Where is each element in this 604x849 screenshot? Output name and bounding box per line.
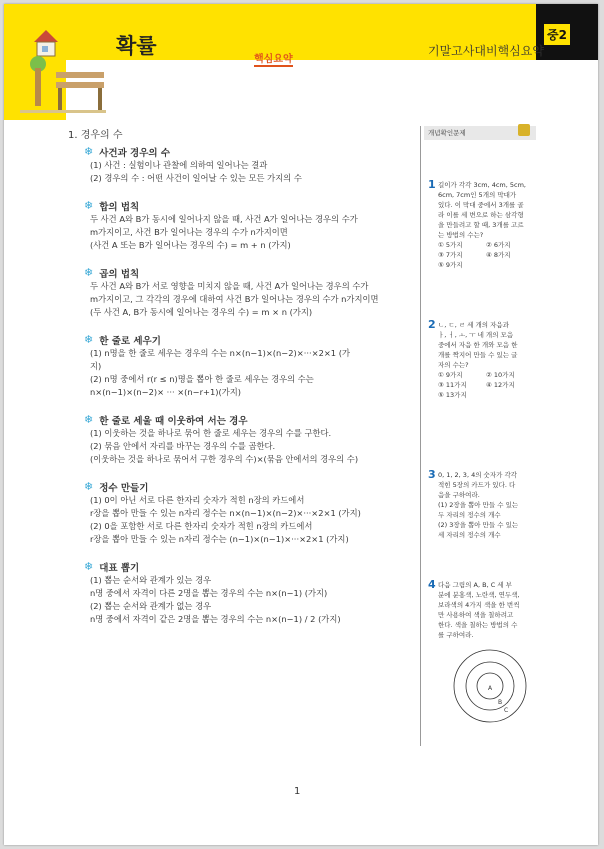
question-text: 중에서 자음 한 개와 모음 한 [438,341,518,349]
side-panel [424,126,536,740]
section-title-text: 사건과 경우의 수 [99,148,171,159]
section-line: r장을 뽑아 만들 수 있는 n자리 정수는 n×(n−1)×(n−2)×···×2×1 (가지) [90,508,361,518]
question-text: 적힌 5장의 카드가 있다. 다 [438,481,516,489]
section-line: n명 중에서 자격이 같은 2명을 뽑는 경우의 수는 n×(n−1) / 2 (가지) [90,614,341,624]
section-title-text: 곱의 법칙 [99,269,140,280]
section-line: n×(n−1)×(n−2)× ··· ×(n−r+1)(가지) [90,387,242,397]
question-text: (2) 3장을 뽑아 만들 수 있는 [438,521,519,529]
choice-item: ① 5가지 [438,241,463,249]
question-text: 음을 구하여라. [438,491,480,499]
question-item [428,580,534,730]
section-line: n명 중에서 자격이 다른 2명을 뽑는 경우의 수는 n×(n−1) (가지) [90,588,328,598]
section-title [84,333,418,347]
section [68,199,418,252]
region-label: C [504,707,509,714]
side-divider [420,126,421,746]
choice-item: ① 9가지 [438,371,463,379]
question-text: 있다. 이 막대 중에서 3개를 골 [438,201,524,209]
question-text: 보라색의 4가지 색을 한 번씩 [438,601,520,609]
house-bench-illustration [18,28,108,120]
question-text: 는 방법의 수는? [438,231,484,239]
question-text: 분에 분홍색, 노란색, 연두색, [438,591,520,599]
section-line: (2) 뽑는 순서와 관계가 없는 경우 [90,601,212,611]
section-title [84,199,418,213]
page-number: 1 [294,786,301,797]
section-line: (이웃하는 것을 하나로 묶어서 구한 경우의 수)×(묶음 안에서의 경우의 수) [90,454,359,464]
snowflake-icon: ❄ [84,560,94,573]
section-line: (1) 사건 : 실험이나 관찰에 의하여 일어나는 결과 [90,160,268,170]
question-number: 1 [428,178,436,191]
question-number: 3 [428,468,436,481]
document-page [4,4,598,845]
pencil-icon [518,124,530,136]
choice-item: ④ 8가지 [486,251,511,259]
choice-item: ③ 11가지 [438,381,467,389]
section-title-text: 합의 법칙 [99,202,140,213]
question-text: 0, 1, 2, 3, 4의 숫자가 각각 [438,471,518,479]
section [68,560,418,626]
section-line: 두 사건 A와 B가 서로 영향을 미치지 않을 때, 사건 A가 일어나는 경우의 수가 [90,281,369,291]
choice-item: ③ 7가지 [438,251,463,259]
section-title [84,480,418,494]
snowflake-icon: ❄ [84,413,94,426]
choice-item: ② 6가지 [486,241,511,249]
section-line: (2) n명 중에서 r(r ≤ n)명을 뽑아 한 줄로 세우는 경우의 수는 [90,374,314,384]
question-text: 을 만들려고 할 때, 3개를 고르 [438,221,524,229]
question-text: 만 사용하여 색을 칠하려고 [438,611,514,619]
section-line: (사건 A 또는 B가 일어나는 경우의 수) = m + n (가지) [90,240,291,250]
section [68,145,418,185]
chapter-heading: 1. 경우의 수 [68,130,123,141]
choice-list [438,370,534,400]
nested-circles-figure [450,646,530,726]
question-text: 를 구하여라. [438,631,474,639]
question-text: ㅏ, ㅓ, ㅗ, ㅜ 네 개의 모음 [438,331,514,339]
section-line: m가지이고, 사건 B가 일어나는 경우의 수가 n가지이면 [90,227,288,237]
side-panel-title: 개념확인문제 [428,129,466,137]
section-title [84,413,418,427]
section-line: m가지이고, 그 각각의 경우에 대하여 사건 B가 일어나는 경우의 수가 n가지이면 [90,294,379,304]
question-number: 4 [428,578,436,591]
question-text: 자의 수는? [438,361,469,369]
series-label: 기말고사대비핵심요약 [428,44,544,58]
question-item [428,320,534,400]
snowflake-icon: ❄ [84,266,94,279]
page-title: 확률 [116,34,157,58]
question-text: 개를 짝지어 만들 수 있는 글 [438,351,518,359]
question-text: 라 이를 세 변으로 하는 삼각형 [438,211,524,219]
section-line: 두 사건 A와 B가 동시에 일어나지 않을 때, 사건 A가 일어나는 경우의 수가 [90,214,358,224]
question-text: 다음 그림의 A, B, C 세 부 [438,581,512,589]
question-item [428,470,534,540]
region-label: B [498,699,503,706]
section-title [84,145,418,159]
snowflake-icon: ❄ [84,333,94,346]
choice-item: ⑤ 13가지 [438,391,467,399]
section-line: (2) 0을 포함한 서로 다른 한자리 숫자가 적힌 n장의 카드에서 [90,521,313,531]
section-title-text: 한 줄로 세우기 [99,336,161,347]
question-text: (1) 2장을 뽑아 만들 수 있는 [438,501,519,509]
section [68,333,418,399]
region-label: A [488,685,493,692]
main-content [68,126,418,626]
section-title [84,560,418,574]
section-line: 지) [90,361,102,371]
page-subtitle: 핵심요약 [254,50,293,67]
question-text: ㄴ, ㄷ, ㄹ 세 개의 자음과 [438,321,509,329]
question-text: 6cm, 7cm인 5개의 막대가 [438,191,517,199]
section-line: r장을 뽑아 만들 수 있는 n자리 정수는 (n−1)×(n−1)×···×2×1 (가지) [90,534,349,544]
question-number: 2 [428,318,436,331]
section-line: (두 사건 A, B가 동시에 일어나는 경우의 수) = m × n (가지) [90,307,313,317]
side-panel-header [424,126,536,140]
section-line: (1) n명을 한 줄로 세우는 경우의 수는 n×(n−1)×(n−2)×···×2×1 (가 [90,348,350,358]
section [68,266,418,319]
choice-item: ⑤ 9가지 [438,261,463,269]
choice-item: ② 10가지 [486,371,515,379]
section-line: (1) 뽑는 순서와 관계가 있는 경우 [90,575,212,585]
section-line: (1) 이웃하는 것을 하나로 묶어 한 줄로 세우는 경우의 수를 구한다. [90,428,332,438]
section-title-text: 한 줄로 세울 때 이웃하여 서는 경우 [99,416,248,427]
grade-badge: 중2 [544,24,570,45]
question-text: 세 자리의 정수의 개수 [438,531,501,539]
section [68,480,418,546]
snowflake-icon: ❄ [84,480,94,493]
choice-list [438,240,534,270]
grade-badge-bg [536,4,598,60]
section-line: (2) 묶음 안에서 자리를 바꾸는 경우의 수를 곱한다. [90,441,276,451]
question-item [428,180,534,270]
snowflake-icon: ❄ [84,199,94,212]
section-title-text: 정수 만들기 [99,483,149,494]
section-title [84,266,418,280]
question-text: 두 자리의 정수의 개수 [438,511,501,519]
choice-item: ④ 12가지 [486,381,515,389]
section-line: (2) 경우의 수 : 어떤 사건이 일어날 수 있는 모든 가지의 수 [90,173,302,183]
section-line: (1) 0이 아닌 서로 다른 한자리 숫자가 적힌 n장의 카드에서 [90,495,305,505]
section [68,413,418,466]
snowflake-icon: ❄ [84,145,94,158]
question-text: 길이가 각각 3cm, 4cm, 5cm, [438,181,526,189]
section-title-text: 대표 뽑기 [99,563,140,574]
question-text: 한다. 색을 칠하는 방법의 수 [438,621,518,629]
